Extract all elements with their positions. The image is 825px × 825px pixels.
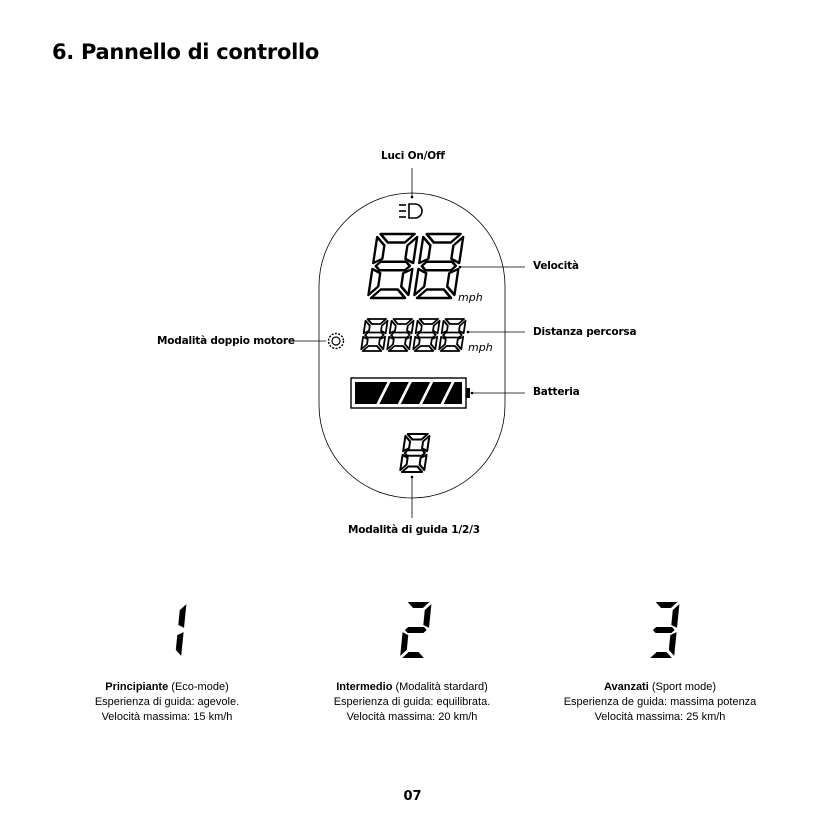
segment-a [425,234,460,243]
segment-d [417,290,452,299]
battery-segments [355,382,462,404]
segment-f [373,237,385,263]
mode-3-name: Avanzati [603,681,649,693]
segment-b [671,604,679,628]
page-title: 6. Pannello di controllo [52,40,319,64]
segment-c [419,455,427,470]
segment-d [415,346,434,351]
headlight-icon [399,204,422,218]
segment-e [400,632,408,656]
page-number: 07 [403,789,422,804]
seven-segment-digit [368,234,418,298]
dual-motor-label: Modalità doppio motore [157,335,295,347]
segment-d [402,467,423,473]
segment-g [443,333,462,338]
segment-f [403,436,411,451]
seven-segment-digit [387,319,414,351]
seven-segment-digit [400,434,430,472]
segment-d [650,652,672,658]
seven-segment-digit [361,319,388,351]
battery-label: Batteria [533,386,580,398]
segment-a [407,602,429,608]
seven-segment-digit [650,602,680,658]
segment-g [653,627,675,633]
mode-1-max-speed: Velocità massima: 15 km/h [101,711,233,723]
segment-a [379,234,414,243]
segment-a [655,602,677,608]
ride-mode-label: Modalità di guida 1/2/3 [348,524,480,536]
seven-segment-digit [400,602,432,658]
dual-motor-icon [329,334,344,349]
seven-segment-digit [175,604,186,656]
segment-g [365,333,384,338]
speed-unit: mph [458,291,483,304]
mode-3-digit [630,600,690,662]
ride-mode-digit [400,434,430,472]
mode-column-3 [540,600,780,725]
mode-column-2 [292,600,532,725]
segment-b [178,604,186,628]
mode-column-1 [47,600,287,725]
segment-f [419,237,431,263]
segment-d [371,290,406,299]
mode-2-experience: Esperienza di guida: equilibrata. [333,696,491,708]
seven-segment-digit [439,319,466,351]
mode-1-suffix: (Eco-mode) [168,681,229,693]
mode-3-suffix: (Sport mode) [648,681,717,693]
segment-g [391,333,410,338]
segment-b [423,604,431,628]
segment-c [400,269,412,295]
seven-segment-digit [414,234,464,298]
battery-icon [351,378,470,408]
segment-g [417,333,436,338]
segment-a [367,319,386,324]
segment-d [402,652,424,658]
segment-g [375,262,410,271]
segment-c [446,269,458,295]
segment-d [441,346,460,351]
segment-d [363,346,382,351]
mode-3-experience: Esperienza de guida: massima potenza [563,696,757,708]
distance-label: Distanza percorsa [533,326,637,338]
segment-a [445,319,464,324]
lights-label: Luci On/Off [381,150,445,162]
segment-g [404,450,425,456]
mode-2-digit [382,600,442,662]
segment-g [421,262,456,271]
distance-digits [361,319,466,351]
segment-c [175,632,183,656]
speed-label: Velocità [533,260,579,272]
mode-1-experience: Esperienza di guida: agevole. [94,696,240,708]
mode-1-digit [137,600,197,662]
segment-a [393,319,412,324]
mode-3-max-speed: Velocità massima: 25 km/h [594,711,726,723]
speed-digits [368,234,464,298]
mode-2-max-speed: Velocità massima: 20 km/h [346,711,478,723]
segment-g [405,627,427,633]
segment-d [389,346,408,351]
mode-2-name: Intermedio [336,681,393,693]
distance-unit: mph [468,341,493,354]
segment-a [419,319,438,324]
mode-1-name: Principiante [105,681,169,693]
segment-c [668,632,676,656]
segment-a [407,434,428,440]
seven-segment-digit [413,319,440,351]
mode-2-suffix: (Modalità stardard) [392,681,488,693]
